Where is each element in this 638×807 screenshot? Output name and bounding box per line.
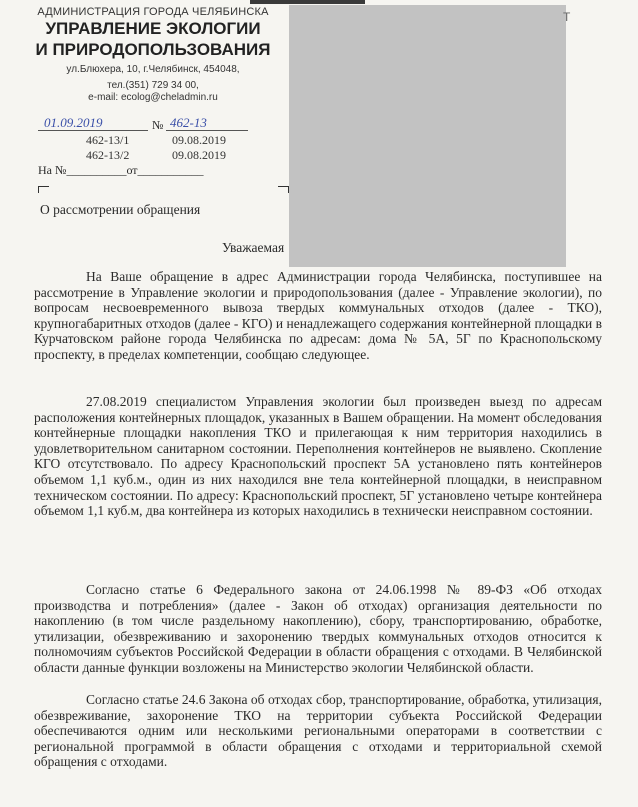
reference-number: 462-13/2 xyxy=(86,148,130,162)
letterhead-admin: АДМИНИСТРАЦИЯ ГОРОДА ЧЕЛЯБИНСКА xyxy=(37,6,269,18)
paragraph: 27.08.2019 специалистом Управления экологии был произведен выезд по адресам расположения контейнерных площадок, указанных в Вашем обращении. На момент обследования контейнерные площадки накопления ТКО и прилегающая к ним территория находились в удовлетворительном санитарном состоянии. Переполнения контейнеров не выявлено. Скопление КГО отсутствовало. По адресу Краснопольский проспект 5А установлено пять контейнеров объемом 1,1 куб.м., один из них находился вне тела контейнерной площадки, в неисправном техническом состоянии. По адресу: Краснопольский проспект, 5Г установлено четыре контейнера объемом 1,1 куб.м, два контейнера из которых находились в технически неисправном состоянии. xyxy=(34,394,602,519)
paragraph: На Ваше обращение в адрес Администрации города Челябинска, поступившее на рассмотрение в Управление экологии и природопользования (далее - Управление экологии), по вопросам несвоевременного вывоза твердых коммунальных отходов (далее - ТКО), крупногабаритных отходов (далее - КГО) и ненадлежащего содержания контейнерной площадки в Курчатовском районе города Челябинска по адресам: дома № 5А, 5Г по Краснопольскому проспекту, в пределах компетенции, сообщаю следующее. xyxy=(34,269,602,362)
greeting: Уважаемая xyxy=(222,240,285,255)
registration-date: 01.09.2019 xyxy=(44,115,103,130)
subject-bracket-left xyxy=(38,186,49,193)
registration-date-underline xyxy=(38,130,148,131)
registration-number-underline xyxy=(166,130,248,131)
reference-date: 09.08.2019 xyxy=(172,133,226,147)
letterhead-phone: тел.(351) 729 34 00, xyxy=(107,80,199,91)
letterhead-dept-line2: И ПРИРОДОПОЛЬЗОВАНИЯ xyxy=(35,40,271,59)
letterhead-dept-line1: УПРАВЛЕНИЕ ЭКОЛОГИИ xyxy=(45,19,261,38)
reference-date: 09.08.2019 xyxy=(172,148,226,162)
paragraph: Согласно статье 6 Федерального закона от 24.06.1998 № 89-ФЗ «Об отходах производства и потребления» (далее - Закон об отходах) организация деятельности по накоплению (в том числе раздельному накоплению), сбору, транспортированию, обработке, утилизации, обезвреживанию и захоронению твердых коммунальных отходов относится к полномочиям субъектов Российской Федерации в области обращения с отходами. В Челябинской области данные функции возложены на Министерство экологии Челябинской области. xyxy=(34,582,602,675)
registration-no-sign: № xyxy=(152,118,164,132)
subject-line: О рассмотрении обращения xyxy=(40,202,201,217)
paragraph: Согласно статье 24.6 Закона об отходах сбор, транспортирование, обработка, утилизация, обезвреживание, захоронение ТКО на территории субъекта Российской Федерации обеспечиваются одним или несколькими региональными операторами в соответствии с региональной программой в области обращения с отходами и территориальной схемой обращения с отходами. xyxy=(34,692,602,770)
subject-bracket-right xyxy=(278,186,289,193)
letterhead xyxy=(18,6,288,103)
top-edge-bar xyxy=(250,0,365,4)
corner-letter: Т xyxy=(563,10,571,24)
reference-number: 462-13/1 xyxy=(86,133,130,147)
registration-number: 462-13 xyxy=(170,115,207,130)
redacted-recipient-block xyxy=(289,5,566,267)
reply-to-line: На №__________от___________ xyxy=(38,163,204,177)
letterhead-address: ул.Блюхера, 10, г.Челябинск, 454048, xyxy=(66,64,240,75)
letterhead-email: e-mail: ecolog@cheladmin.ru xyxy=(88,92,218,103)
